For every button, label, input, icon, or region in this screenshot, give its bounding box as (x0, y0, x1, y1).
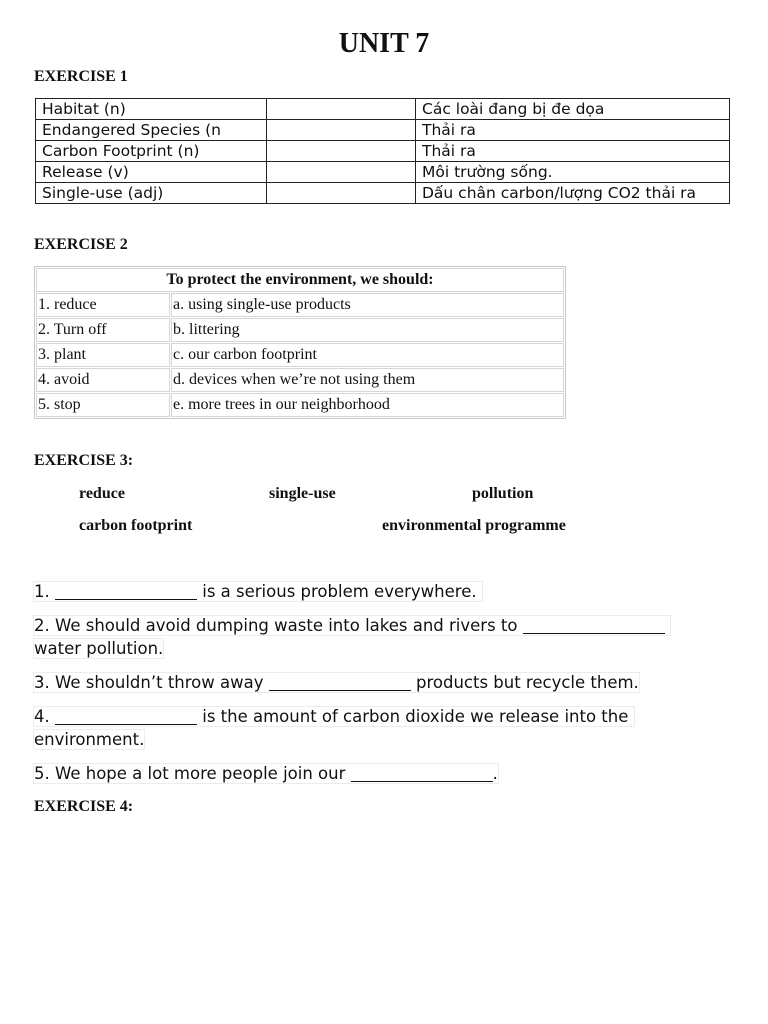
table-row (36, 162, 730, 183)
exercise4-heading: EXERCISE 4: (34, 798, 134, 815)
meaning-cell: Môi trường sống. (416, 162, 730, 183)
blank-cell[interactable] (267, 162, 416, 183)
sentence-5 (34, 762, 498, 785)
exercise3-heading: EXERCISE 3: (34, 452, 134, 469)
verb-cell: 1. reduce (36, 293, 170, 317)
exercise2-heading: EXERCISE 2 (34, 236, 128, 253)
verb-cell: 5. stop (36, 393, 170, 417)
phrase-cell: d. devices when we’re not using them (171, 368, 564, 392)
sentence-text: 1. (34, 582, 55, 601)
verb-cell: 3. plant (36, 343, 170, 367)
term-cell: Release (v) (36, 162, 267, 183)
exercise1-heading: EXERCISE 1 (34, 68, 128, 85)
table-row (36, 393, 564, 417)
answer-blank[interactable] (351, 765, 493, 783)
sentence-1 (34, 580, 482, 603)
table-row (36, 183, 730, 204)
word-bank-item: carbon footprint (79, 517, 193, 534)
blank-cell[interactable] (267, 183, 416, 204)
exercise1-table (35, 98, 730, 204)
meaning-cell: Thải ra (416, 120, 730, 141)
phrase-cell: e. more trees in our neighborhood (171, 393, 564, 417)
meaning-cell: Các loài đang bị đe dọa (416, 99, 730, 120)
sentence-text: 4. (34, 707, 55, 726)
phrase-cell: b. littering (171, 318, 564, 342)
sentence-4 (34, 705, 634, 751)
exercise2-table (34, 266, 566, 419)
meaning-cell: Dấu chân carbon/lượng CO2 thải ra (416, 183, 730, 204)
sentence-2 (34, 614, 670, 660)
sentence-text: is a serious problem everywhere. (197, 582, 477, 601)
sentence-text: . (492, 764, 498, 783)
sentence-text: environment. (34, 730, 145, 749)
answer-blank[interactable] (55, 583, 197, 601)
table-title: To protect the environment, we should: (36, 268, 564, 292)
phrase-cell: a. using single-use products (171, 293, 564, 317)
sentence-text: 5. We hope a lot more people join our (34, 764, 351, 783)
sentence-text: 2. We should avoid dumping waste into lakes and rivers to (34, 616, 523, 635)
answer-blank[interactable] (55, 708, 197, 726)
term-cell: Habitat (n) (36, 99, 267, 120)
sentence-3 (34, 671, 639, 694)
blank-cell[interactable] (267, 120, 416, 141)
blank-cell[interactable] (267, 141, 416, 162)
table-row (36, 120, 730, 141)
page-title: UNIT 7 (338, 28, 430, 59)
table-row (36, 293, 564, 317)
word-bank-item: reduce (79, 485, 125, 502)
answer-blank[interactable] (269, 674, 411, 692)
table-row (36, 368, 564, 392)
term-cell: Carbon Footprint (n) (36, 141, 267, 162)
word-bank-item: environmental programme (382, 517, 566, 534)
meaning-cell: Thải ra (416, 141, 730, 162)
table-row (36, 141, 730, 162)
table-row (36, 343, 564, 367)
table-header-row (36, 268, 564, 292)
table-row (36, 318, 564, 342)
word-bank-item: single-use (269, 485, 336, 502)
word-bank-item: pollution (472, 485, 534, 502)
term-cell: Single-use (adj) (36, 183, 267, 204)
verb-cell: 2. Turn off (36, 318, 170, 342)
sentence-text: is the amount of carbon dioxide we release into the (197, 707, 629, 726)
answer-blank[interactable] (523, 617, 665, 635)
sentence-text: products but recycle them. (410, 673, 639, 692)
sentence-text: water pollution. (34, 639, 164, 658)
verb-cell: 4. avoid (36, 368, 170, 392)
term-cell: Endangered Species (n (36, 120, 267, 141)
blank-cell[interactable] (267, 99, 416, 120)
table-row (36, 99, 730, 120)
sentence-text: 3. We shouldn’t throw away (34, 673, 269, 692)
phrase-cell: c. our carbon footprint (171, 343, 564, 367)
